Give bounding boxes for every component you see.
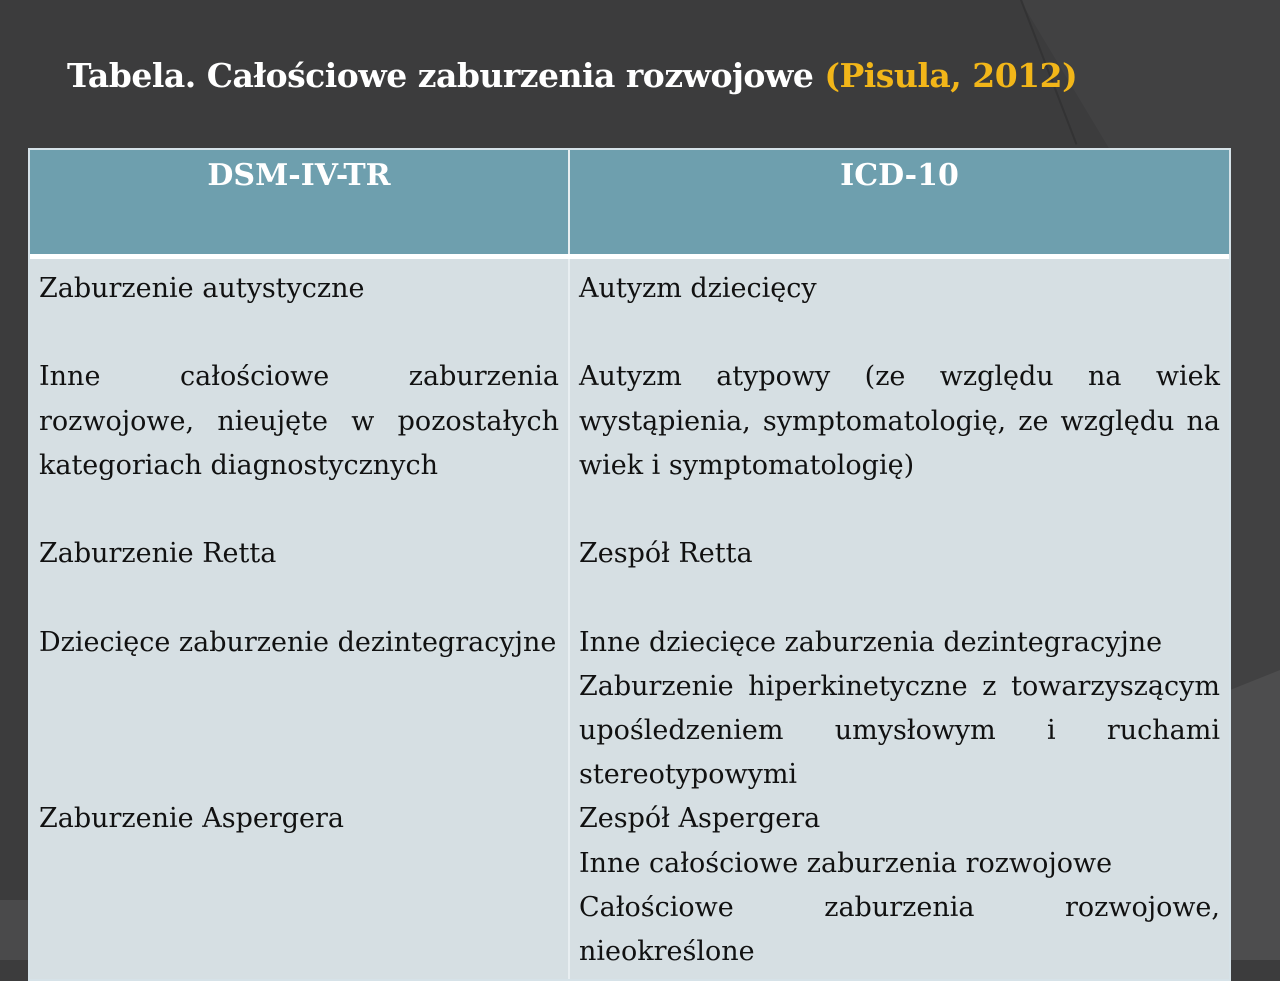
icd-entry: Inne całościowe zaburzenia rozwojowe	[579, 847, 1113, 879]
dsm-entry: Zaburzenie Retta	[39, 538, 277, 570]
icd-entry: Całościowe zaburzenia rozwojowe, nieokreślone	[579, 891, 1220, 967]
icd-entry: Autyzm atypowy (ze względu na wiek wystąpienia, symptomatologię, ze względu na wiek i symptomatologię)	[579, 361, 1220, 481]
dsm-entry: Inne całościowe zaburzenia rozwojowe, nieujęte w pozostałych kategoriach diagnostycznych	[39, 361, 559, 481]
icd-entry: Autyzm dziecięcy	[579, 273, 817, 304]
dsm-entry: Zaburzenie autystyczne	[39, 273, 365, 304]
icd-cell	[570, 259, 1229, 979]
icd-entry: Zespół Retta	[579, 538, 753, 570]
header-icd: ICD-10	[840, 158, 959, 193]
dsm-cell	[30, 259, 570, 979]
header-dsm: DSM-IV-TR	[30, 150, 570, 254]
table-header-row	[30, 150, 1229, 259]
icd-entry: Zespół Aspergera	[579, 803, 821, 835]
title-main: Tabela. Całościowe zaburzenia rozwojowe	[67, 56, 825, 95]
icd-entry: Zaburzenie hiperkinetyczne z towarzyszącym upośledzeniem umysłowym i ruchami stereotypowymi	[579, 670, 1220, 791]
background-decoration-bottom-right	[1230, 670, 1280, 960]
table-body-row	[30, 259, 1229, 979]
dsm-entry: Dziecięce zaburzenie dezintegracyjne	[39, 626, 557, 658]
comparison-table	[28, 148, 1231, 981]
dsm-entry: Zaburzenie Aspergera	[39, 803, 345, 835]
title-citation: (Pisula, 2012)	[824, 56, 1078, 95]
slide-title	[67, 56, 1077, 95]
icd-entry: Inne dziecięce zaburzenia dezintegracyjne	[579, 626, 1163, 658]
